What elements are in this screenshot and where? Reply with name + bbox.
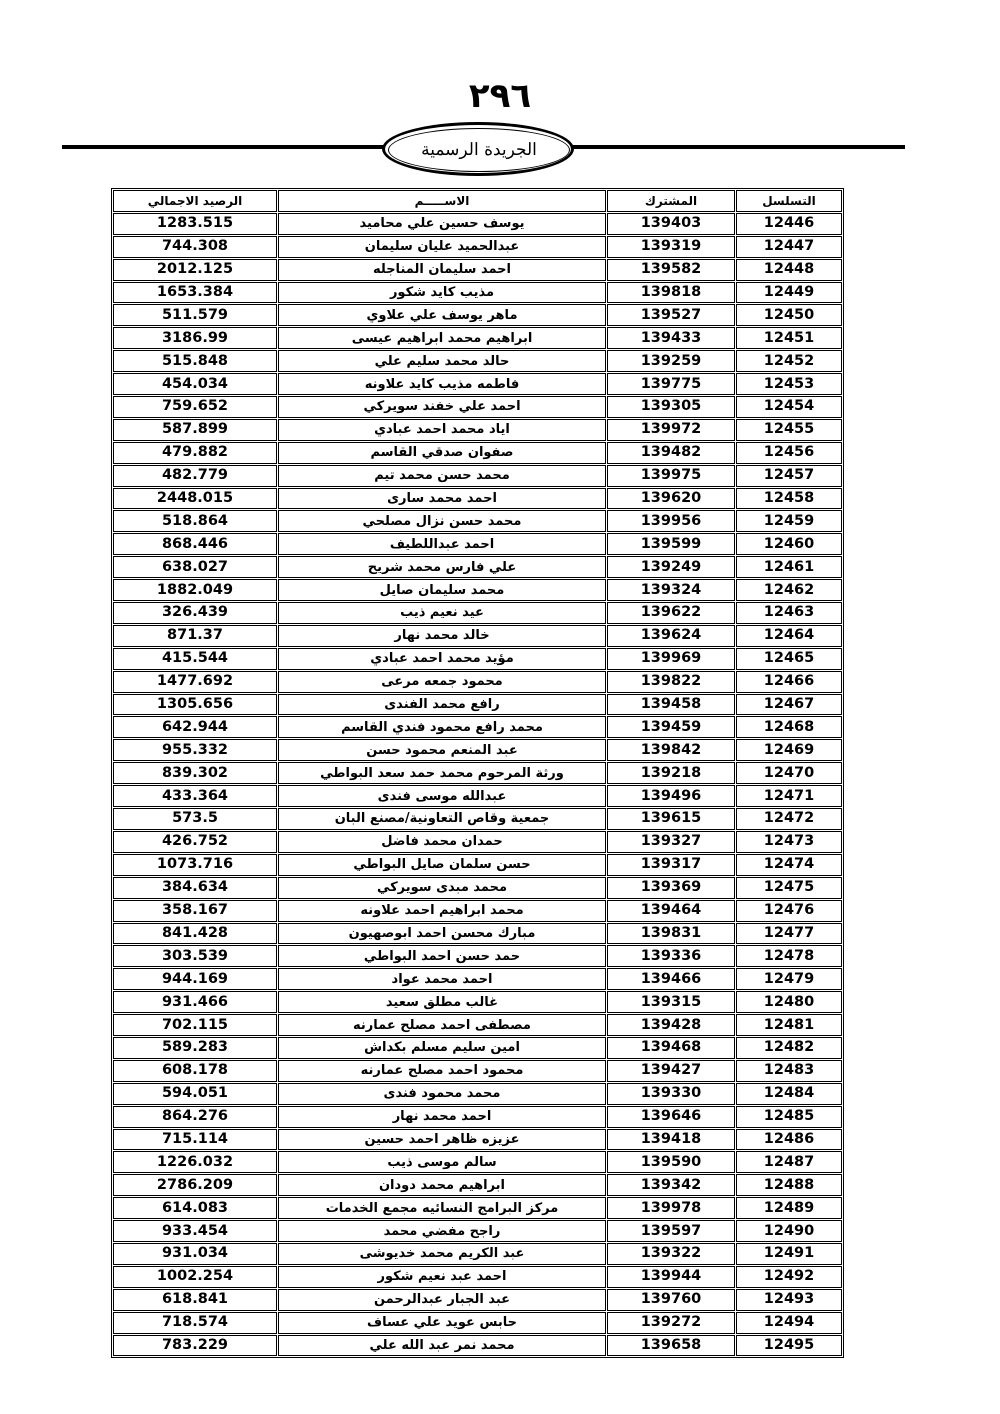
cell-name: محمود احمد مصلح عمارنه	[278, 1060, 606, 1082]
cell-serial: 12477	[736, 923, 842, 945]
cell-name: مؤيد محمد احمد عبادي	[278, 648, 606, 670]
table-row	[113, 533, 842, 555]
cell-balance: 515.848	[113, 350, 277, 372]
cell-balance: 1477.692	[113, 671, 277, 693]
cell-balance: 944.169	[113, 968, 277, 990]
cell-subscriber: 139324	[607, 579, 735, 601]
cell-name: ابراهيم محمد دودان	[278, 1174, 606, 1196]
cell-subscriber: 139620	[607, 488, 735, 510]
cell-subscriber: 139249	[607, 556, 735, 578]
cell-name: حابس عويد علي عساف	[278, 1312, 606, 1334]
table-row	[113, 327, 842, 349]
cell-serial: 12489	[736, 1197, 842, 1219]
table-row	[113, 1266, 842, 1288]
cell-balance: 1073.716	[113, 854, 277, 876]
cell-balance: 518.864	[113, 510, 277, 532]
table-row	[113, 1312, 842, 1334]
cell-balance: 573.5	[113, 808, 277, 830]
cell-name: يوسف حسين علي محاميد	[278, 213, 606, 235]
cell-name: محمد محمود فندى	[278, 1083, 606, 1105]
cell-name: محمود جمعه مرعى	[278, 671, 606, 693]
cell-balance: 759.652	[113, 396, 277, 418]
cell-name: محمد حسن نزال مصلحي	[278, 510, 606, 532]
cell-name: صفوان صدقي القاسم	[278, 442, 606, 464]
cell-name: عبد المنعم محمود حسن	[278, 739, 606, 761]
cell-serial: 12446	[736, 213, 842, 235]
table-row	[113, 259, 842, 281]
cell-balance: 479.882	[113, 442, 277, 464]
cell-balance: 1305.656	[113, 694, 277, 716]
table-row	[113, 991, 842, 1013]
cell-serial: 12466	[736, 671, 842, 693]
subscriber-balance-table	[111, 188, 844, 1358]
cell-subscriber: 139369	[607, 877, 735, 899]
column-header-serial: التسلسل	[736, 190, 842, 212]
table-row	[113, 968, 842, 990]
cell-balance: 454.034	[113, 373, 277, 395]
cell-name: ابراهيم محمد ابراهيم عيسى	[278, 327, 606, 349]
cell-subscriber: 139466	[607, 968, 735, 990]
table-row	[113, 373, 842, 395]
cell-subscriber: 139818	[607, 282, 735, 304]
cell-subscriber: 139322	[607, 1243, 735, 1265]
cell-subscriber: 139319	[607, 236, 735, 258]
cell-name: احمد محمد نهار	[278, 1106, 606, 1128]
cell-subscriber: 139317	[607, 854, 735, 876]
cell-serial: 12482	[736, 1037, 842, 1059]
cell-name: محمد حسن محمد تيم	[278, 465, 606, 487]
cell-serial: 12465	[736, 648, 842, 670]
cell-balance: 618.841	[113, 1289, 277, 1311]
cell-name: محمد رافع محمود فندي القاسم	[278, 716, 606, 738]
cell-subscriber: 139622	[607, 602, 735, 624]
table-row	[113, 1083, 842, 1105]
cell-serial: 12485	[736, 1106, 842, 1128]
cell-name: مبارك محسن احمد ابوصهيون	[278, 923, 606, 945]
table-row	[113, 831, 842, 853]
cell-serial: 12480	[736, 991, 842, 1013]
cell-subscriber: 139459	[607, 716, 735, 738]
cell-name: محمد مبدى سويركي	[278, 877, 606, 899]
column-header-balance: الرصيد الاجمالي	[113, 190, 277, 212]
cell-serial: 12452	[736, 350, 842, 372]
cell-balance: 608.178	[113, 1060, 277, 1082]
cell-serial: 12487	[736, 1151, 842, 1173]
table-row	[113, 556, 842, 578]
cell-name: فاطمه مذيب كايد علاونه	[278, 373, 606, 395]
cell-balance: 841.428	[113, 923, 277, 945]
cell-balance: 1882.049	[113, 579, 277, 601]
cell-subscriber: 139496	[607, 785, 735, 807]
cell-serial: 12478	[736, 945, 842, 967]
cell-serial: 12471	[736, 785, 842, 807]
cell-balance: 326.439	[113, 602, 277, 624]
cell-subscriber: 139464	[607, 900, 735, 922]
cell-balance: 358.167	[113, 900, 277, 922]
column-header-subscriber: المشترك	[607, 190, 735, 212]
journal-title: الجريدة الرسمية	[388, 128, 570, 172]
table-row	[113, 900, 842, 922]
cell-name: عبدالحميد عليان سليمان	[278, 236, 606, 258]
table-row	[113, 1129, 842, 1151]
cell-serial: 12490	[736, 1220, 842, 1242]
cell-balance: 871.37	[113, 625, 277, 647]
cell-name: سالم موسى ذيب	[278, 1151, 606, 1173]
cell-name: عبد الكريم محمد خديوشى	[278, 1243, 606, 1265]
cell-subscriber: 139315	[607, 991, 735, 1013]
cell-serial: 12450	[736, 304, 842, 326]
table-row	[113, 785, 842, 807]
cell-serial: 12481	[736, 1014, 842, 1036]
cell-balance: 415.544	[113, 648, 277, 670]
cell-balance: 303.539	[113, 945, 277, 967]
cell-name: حالد محمد سليم علي	[278, 350, 606, 372]
table-row	[113, 304, 842, 326]
cell-subscriber: 139259	[607, 350, 735, 372]
cell-balance: 426.752	[113, 831, 277, 853]
cell-serial: 12495	[736, 1335, 842, 1357]
cell-serial: 12451	[736, 327, 842, 349]
cell-balance: 718.574	[113, 1312, 277, 1334]
cell-balance: 589.283	[113, 1037, 277, 1059]
cell-subscriber: 139468	[607, 1037, 735, 1059]
table-row	[113, 854, 842, 876]
cell-balance: 955.332	[113, 739, 277, 761]
cell-subscriber: 139760	[607, 1289, 735, 1311]
cell-balance: 587.899	[113, 419, 277, 441]
cell-serial: 12488	[736, 1174, 842, 1196]
cell-subscriber: 139418	[607, 1129, 735, 1151]
cell-name: احمد عبد نعيم شكور	[278, 1266, 606, 1288]
cell-name: احمد محمد عواد	[278, 968, 606, 990]
table-row	[113, 945, 842, 967]
cell-serial: 12463	[736, 602, 842, 624]
table-row	[113, 396, 842, 418]
table-row	[113, 1060, 842, 1082]
cell-serial: 12467	[736, 694, 842, 716]
table-row	[113, 510, 842, 532]
cell-subscriber: 139615	[607, 808, 735, 830]
cell-balance: 864.276	[113, 1106, 277, 1128]
table-row	[113, 282, 842, 304]
table-row	[113, 648, 842, 670]
cell-subscriber: 139590	[607, 1151, 735, 1173]
cell-serial: 12449	[736, 282, 842, 304]
cell-serial: 12484	[736, 1083, 842, 1105]
table-row	[113, 488, 842, 510]
cell-name: اياد محمد احمد عبادي	[278, 419, 606, 441]
cell-serial: 12493	[736, 1289, 842, 1311]
table-row	[113, 625, 842, 647]
cell-serial: 12494	[736, 1312, 842, 1334]
cell-serial: 12479	[736, 968, 842, 990]
cell-balance: 2448.015	[113, 488, 277, 510]
cell-subscriber: 139975	[607, 465, 735, 487]
cell-subscriber: 139272	[607, 1312, 735, 1334]
cell-name: علي فارس محمد شريح	[278, 556, 606, 578]
cell-serial: 12447	[736, 236, 842, 258]
table-row	[113, 419, 842, 441]
cell-name: حسن سلمان صايل البواطي	[278, 854, 606, 876]
cell-balance: 933.454	[113, 1220, 277, 1242]
cell-balance: 482.779	[113, 465, 277, 487]
table-row	[113, 739, 842, 761]
cell-serial: 12491	[736, 1243, 842, 1265]
cell-balance: 1653.384	[113, 282, 277, 304]
cell-subscriber: 139218	[607, 762, 735, 784]
cell-balance: 511.579	[113, 304, 277, 326]
cell-subscriber: 139597	[607, 1220, 735, 1242]
cell-subscriber: 139969	[607, 648, 735, 670]
cell-subscriber: 139978	[607, 1197, 735, 1219]
column-header-name: الاســـــم	[278, 190, 606, 212]
cell-serial: 12475	[736, 877, 842, 899]
cell-balance: 638.027	[113, 556, 277, 578]
cell-name: عيد نعيم ذيب	[278, 602, 606, 624]
cell-subscriber: 139831	[607, 923, 735, 945]
cell-balance: 2012.125	[113, 259, 277, 281]
cell-subscriber: 139482	[607, 442, 735, 464]
table-row	[113, 1243, 842, 1265]
table-row	[113, 213, 842, 235]
cell-name: غالب مطلق سعيد	[278, 991, 606, 1013]
cell-subscriber: 139956	[607, 510, 735, 532]
table-row	[113, 1289, 842, 1311]
cell-subscriber: 139403	[607, 213, 735, 235]
cell-serial: 12460	[736, 533, 842, 555]
cell-balance: 2786.209	[113, 1174, 277, 1196]
cell-serial: 12468	[736, 716, 842, 738]
cell-name: محمد ابراهيم احمد علاونه	[278, 900, 606, 922]
cell-name: عزيزه ظاهر احمد حسين	[278, 1129, 606, 1151]
cell-balance: 594.051	[113, 1083, 277, 1105]
cell-balance: 642.944	[113, 716, 277, 738]
cell-balance: 384.634	[113, 877, 277, 899]
table-row	[113, 1106, 842, 1128]
table-row	[113, 236, 842, 258]
table-row	[113, 465, 842, 487]
table-row	[113, 1197, 842, 1219]
cell-serial: 12492	[736, 1266, 842, 1288]
cell-balance: 433.364	[113, 785, 277, 807]
cell-name: ورثة المرحوم محمد حمد سعد البواطي	[278, 762, 606, 784]
cell-subscriber: 139972	[607, 419, 735, 441]
cell-serial: 12486	[736, 1129, 842, 1151]
cell-subscriber: 139775	[607, 373, 735, 395]
cell-subscriber: 139822	[607, 671, 735, 693]
cell-serial: 12461	[736, 556, 842, 578]
cell-name: رافع محمد الفندى	[278, 694, 606, 716]
cell-subscriber: 139842	[607, 739, 735, 761]
table-row	[113, 1151, 842, 1173]
cell-subscriber: 139433	[607, 327, 735, 349]
cell-serial: 12453	[736, 373, 842, 395]
cell-name: محمد سليمان صايل	[278, 579, 606, 601]
cell-subscriber: 139327	[607, 831, 735, 853]
cell-serial: 12483	[736, 1060, 842, 1082]
cell-subscriber: 139458	[607, 694, 735, 716]
cell-serial: 12454	[736, 396, 842, 418]
cell-balance: 783.229	[113, 1335, 277, 1357]
cell-subscriber: 139342	[607, 1174, 735, 1196]
table-row	[113, 762, 842, 784]
cell-balance: 839.302	[113, 762, 277, 784]
cell-name: حمدان محمد فاضل	[278, 831, 606, 853]
cell-name: عبد الجبار عبدالرحمن	[278, 1289, 606, 1311]
cell-name: جمعية وقاص التعاونية/مصنع البان	[278, 808, 606, 830]
cell-name: احمد محمد سارى	[278, 488, 606, 510]
cell-name: مركز البرامج النسائيه مجمع الخدمات	[278, 1197, 606, 1219]
cell-name: عبدالله موسى فندى	[278, 785, 606, 807]
cell-subscriber: 139527	[607, 304, 735, 326]
cell-balance: 614.083	[113, 1197, 277, 1219]
cell-subscriber: 139305	[607, 396, 735, 418]
cell-name: راجح مفضي محمد	[278, 1220, 606, 1242]
cell-subscriber: 139944	[607, 1266, 735, 1288]
table-header-row	[113, 190, 842, 212]
table-row	[113, 808, 842, 830]
cell-subscriber: 139624	[607, 625, 735, 647]
table-row	[113, 1037, 842, 1059]
table-body	[113, 213, 842, 1357]
cell-balance: 3186.99	[113, 327, 277, 349]
table-row	[113, 1174, 842, 1196]
table-row	[113, 579, 842, 601]
cell-serial: 12476	[736, 900, 842, 922]
cell-serial: 12455	[736, 419, 842, 441]
cell-subscriber: 139330	[607, 1083, 735, 1105]
cell-serial: 12448	[736, 259, 842, 281]
table-row	[113, 877, 842, 899]
cell-subscriber: 139599	[607, 533, 735, 555]
table-row	[113, 694, 842, 716]
cell-subscriber: 139336	[607, 945, 735, 967]
cell-name: امين سليم مسلم بكداش	[278, 1037, 606, 1059]
cell-serial: 12457	[736, 465, 842, 487]
cell-balance: 1283.515	[113, 213, 277, 235]
cell-serial: 12470	[736, 762, 842, 784]
table-row	[113, 923, 842, 945]
cell-balance: 1002.254	[113, 1266, 277, 1288]
cell-name: مصطفى احمد مصلح عمارنه	[278, 1014, 606, 1036]
cell-balance: 715.114	[113, 1129, 277, 1151]
table-row	[113, 1220, 842, 1242]
cell-balance: 931.466	[113, 991, 277, 1013]
table-row	[113, 602, 842, 624]
cell-serial: 12469	[736, 739, 842, 761]
cell-name: احمد عبداللطيف	[278, 533, 606, 555]
cell-subscriber: 139658	[607, 1335, 735, 1357]
cell-subscriber: 139427	[607, 1060, 735, 1082]
cell-name: خالد محمد نهار	[278, 625, 606, 647]
cell-name: محمد نمر عبد الله علي	[278, 1335, 606, 1357]
cell-serial: 12473	[736, 831, 842, 853]
cell-serial: 12472	[736, 808, 842, 830]
table-row	[113, 1335, 842, 1357]
table-row	[113, 442, 842, 464]
cell-serial: 12462	[736, 579, 842, 601]
cell-balance: 868.446	[113, 533, 277, 555]
cell-subscriber: 139646	[607, 1106, 735, 1128]
cell-serial: 12458	[736, 488, 842, 510]
cell-serial: 12459	[736, 510, 842, 532]
cell-name: احمد سليمان المناجله	[278, 259, 606, 281]
cell-balance: 702.115	[113, 1014, 277, 1036]
table-row	[113, 716, 842, 738]
cell-serial: 12464	[736, 625, 842, 647]
cell-name: حمد حسن احمد البواطي	[278, 945, 606, 967]
table-row	[113, 350, 842, 372]
table-row	[113, 1014, 842, 1036]
cell-subscriber: 139428	[607, 1014, 735, 1036]
page-number: ٢٩٦	[468, 76, 532, 116]
table-row	[113, 671, 842, 693]
cell-balance: 744.308	[113, 236, 277, 258]
cell-serial: 12456	[736, 442, 842, 464]
cell-serial: 12474	[736, 854, 842, 876]
cell-name: احمد علي خفند سويركي	[278, 396, 606, 418]
cell-name: ماهر يوسف علي علاوي	[278, 304, 606, 326]
cell-balance: 931.034	[113, 1243, 277, 1265]
cell-balance: 1226.032	[113, 1151, 277, 1173]
cell-subscriber: 139582	[607, 259, 735, 281]
cell-name: مذيب كايد شكور	[278, 282, 606, 304]
